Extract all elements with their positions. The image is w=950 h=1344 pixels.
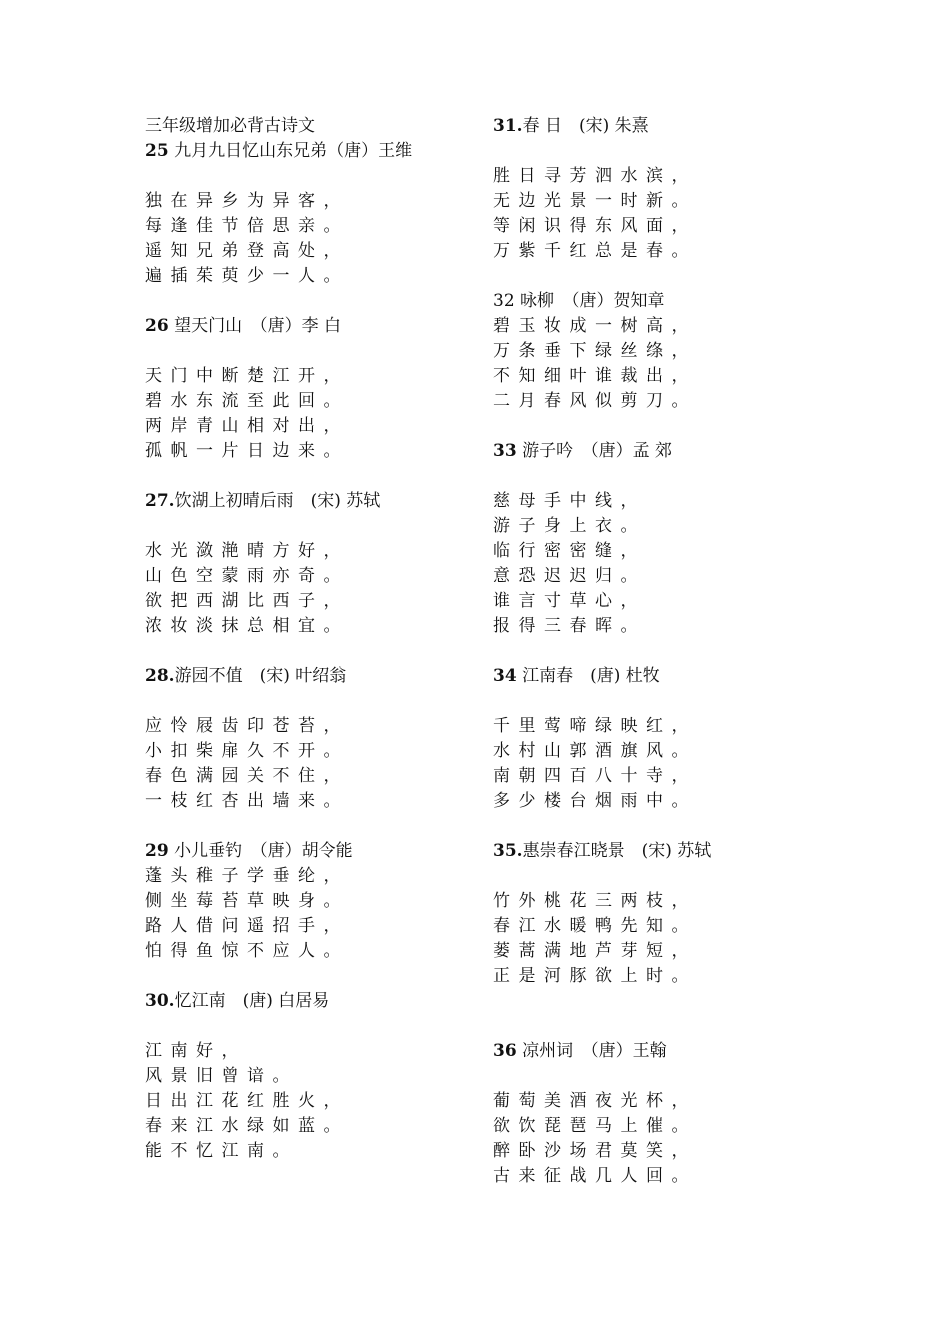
poem-line: 日出江花红胜火， — [145, 1091, 349, 1111]
poem-36 — [493, 1039, 823, 1189]
poem-number: 33 — [493, 441, 517, 461]
poem-title-text: 32 咏柳 （唐）贺知章 — [493, 291, 665, 311]
poem-26 — [145, 314, 475, 464]
poem-number: 26 — [145, 316, 169, 336]
poem-line: 浓妆淡抹总相宜。 — [145, 616, 349, 636]
poem-line: 千里莺啼绿映红， — [493, 716, 697, 736]
poem-line: 能不忆江南。 — [145, 1141, 298, 1161]
poem-title — [145, 314, 475, 339]
poem-line: 天门中断楚江开， — [145, 366, 349, 386]
poem-line: 水村山郭酒旗风。 — [493, 741, 697, 761]
poem-line: 南朝四百八十寺， — [493, 766, 697, 786]
poem-title — [145, 664, 475, 689]
poem-line: 慈母手中线， — [493, 491, 646, 511]
poem-line: 报得三春晖。 — [493, 616, 646, 636]
poem-title — [493, 1039, 823, 1064]
poem-line: 碧水东流至此回。 — [145, 391, 349, 411]
poem-line: 意恐迟迟归。 — [493, 566, 646, 586]
poem-25 — [145, 139, 475, 289]
poem-33 — [493, 439, 823, 639]
poem-line: 春来江水绿如蓝。 — [145, 1116, 349, 1136]
page-heading: 三年级增加必背古诗文 — [145, 116, 315, 136]
poem-line: 不知细叶谁裁出， — [493, 366, 697, 386]
poem-line: 山色空蒙雨亦奇。 — [145, 566, 349, 586]
poem-title-text: 饮湖上初晴后雨 (宋) 苏轼 — [174, 491, 381, 511]
poem-line: 欲把西湖比西子， — [145, 591, 349, 611]
poem-line: 胜日寻芳泗水滨， — [493, 166, 697, 186]
poem-title — [145, 139, 475, 164]
poem-title-text: 游园不值 (宋) 叶绍翁 — [174, 666, 347, 686]
poem-27 — [145, 489, 475, 639]
poem-title-text: 望天门山 （唐）李 白 — [168, 316, 341, 336]
poem-line: 遥知兄弟登高处， — [145, 241, 349, 261]
poem-number: 29 — [145, 841, 169, 861]
poem-line: 万紫千红总是春。 — [493, 241, 697, 261]
right-column — [493, 114, 823, 1189]
poem-line: 万条垂下绿丝绦， — [493, 341, 697, 361]
poem-number: 25 — [145, 141, 169, 161]
poem-line: 春色满园关不住， — [145, 766, 349, 786]
poem-29 — [145, 839, 475, 964]
poem-title-text: 忆江南 (唐) 白居易 — [174, 991, 330, 1011]
poem-line: 遍插茱萸少一人。 — [145, 266, 349, 286]
poem-line: 春江水暖鸭先知。 — [493, 916, 697, 936]
poem-34 — [493, 664, 823, 814]
poem-line: 侧坐莓苔草映身。 — [145, 891, 349, 911]
poem-title-text: 九月九日忆山东兄弟（唐）王维 — [168, 141, 413, 161]
poem-line: 怕得鱼惊不应人。 — [145, 941, 349, 961]
poem-line: 古来征战几人回。 — [493, 1166, 697, 1186]
poem-line: 两岸青山相对出， — [145, 416, 349, 436]
poem-title-text: 凉州词 （唐）王翰 — [516, 1041, 667, 1061]
poem-line: 江南好， — [145, 1041, 247, 1061]
poem-line: 蒌蒿满地芦芽短， — [493, 941, 697, 961]
poem-line: 临行密密缝， — [493, 541, 646, 561]
poem-title — [493, 439, 823, 464]
poem-line: 水光潋滟晴方好， — [145, 541, 349, 561]
poem-28 — [145, 664, 475, 814]
poem-line: 二月春风似剪刀。 — [493, 391, 697, 411]
poem-line: 蓬头稚子学垂纶， — [145, 866, 349, 886]
poem-line: 每逢佳节倍思亲。 — [145, 216, 349, 236]
poem-title — [145, 989, 475, 1014]
poem-title — [493, 114, 823, 139]
poem-line: 欲饮琵琶马上催。 — [493, 1116, 697, 1136]
poem-title — [493, 289, 823, 314]
poem-number: 28. — [145, 666, 175, 686]
poem-32 — [493, 289, 823, 414]
poem-number: 31. — [493, 116, 523, 136]
poem-line: 应怜屐齿印苍苔， — [145, 716, 349, 736]
poem-line: 游子身上衣。 — [493, 516, 646, 536]
poem-title — [145, 839, 475, 864]
poem-title-text: 游子吟 （唐）孟 郊 — [516, 441, 672, 461]
poem-title-text: 小儿垂钓 （唐）胡令能 — [168, 841, 353, 861]
poem-title-text: 春 日 (宋) 朱熹 — [522, 116, 649, 136]
poem-line: 等闲识得东风面， — [493, 216, 697, 236]
poem-number: 30. — [145, 991, 175, 1011]
poem-line: 孤帆一片日边来。 — [145, 441, 349, 461]
poem-title-text: 惠崇春江晓景 (宋) 苏轼 — [522, 841, 712, 861]
poem-line: 碧玉妆成一树高， — [493, 316, 697, 336]
poem-number: 34 — [493, 666, 517, 686]
poem-line: 谁言寸草心， — [493, 591, 646, 611]
poem-title — [493, 664, 823, 689]
poem-number: 27. — [145, 491, 175, 511]
poem-line: 多少楼台烟雨中。 — [493, 791, 697, 811]
poem-line: 一枝红杏出墙来。 — [145, 791, 349, 811]
poem-30 — [145, 989, 475, 1164]
poem-title — [145, 489, 475, 514]
poem-line: 风景旧曾谙。 — [145, 1066, 298, 1086]
poem-number: 36 — [493, 1041, 517, 1061]
poem-line: 竹外桃花三两枝， — [493, 891, 697, 911]
poem-title — [493, 839, 823, 864]
poem-31 — [493, 114, 823, 264]
poem-line: 无边光景一时新。 — [493, 191, 697, 211]
poem-line: 葡萄美酒夜光杯， — [493, 1091, 697, 1111]
poem-number: 35. — [493, 841, 523, 861]
poem-title-text: 江南春 (唐) 杜牧 — [516, 666, 660, 686]
poem-line: 醉卧沙场君莫笑， — [493, 1141, 697, 1161]
poem-line: 正是河豚欲上时。 — [493, 966, 697, 986]
left-column — [145, 114, 475, 1164]
poem-line: 路人借问遥招手， — [145, 916, 349, 936]
poem-35 — [493, 839, 823, 989]
poem-line: 小扣柴扉久不开。 — [145, 741, 349, 761]
poem-line: 独在异乡为异客， — [145, 191, 349, 211]
